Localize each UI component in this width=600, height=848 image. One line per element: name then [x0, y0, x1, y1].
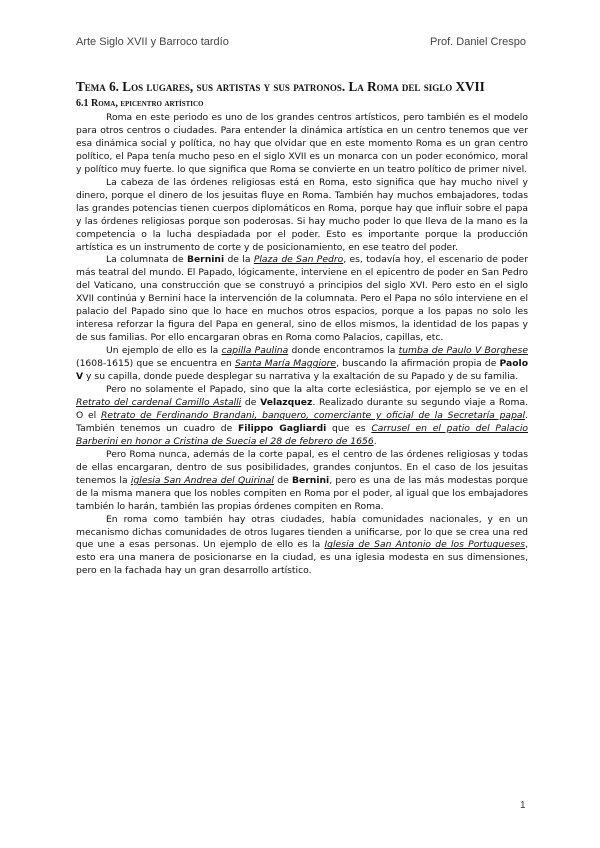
text: de la [224, 254, 254, 266]
text: Un ejemplo de ello es la [106, 345, 222, 357]
artwork-link[interactable]: Santa María Maggiore [234, 358, 337, 370]
chapter-title: Tema 6. Los lugares, sus artistas y sus patronos. La Roma del siglo XVII [76, 79, 485, 94]
text: En roma como también hay otras ciudades, había comunidades nacionales, y en un mecanismo dichas comunidades de otros lugares tienden a unificarse, por lo que se crea una red que une a esas personas. Un ejemplo de ello es la [76, 513, 528, 551]
artwork-link[interactable]: Retrato del cardenal Camillo Astalli [76, 396, 242, 408]
patron-name: Paolo V [76, 358, 529, 383]
text: de [241, 396, 261, 408]
paragraph-7 [76, 514, 528, 579]
text: de [273, 474, 293, 486]
artist-name: Bernini [186, 254, 225, 266]
artwork-link[interactable]: Retrato de Ferdinando Brandani, banquero, comerciante y oficial de la Secretaría papal [101, 409, 526, 421]
text: donde encontramos la [288, 345, 399, 357]
body-text [76, 112, 528, 578]
page-header [76, 36, 526, 48]
text: , pero es una de las más modestas porque de la misma manera que los nobles compiten en Roma por el poder, al igual que los embajadores también lo harán, también las propias órdenes compiten en Roma. [76, 474, 528, 512]
text: (1608-1615) que se encuentra en [76, 358, 235, 370]
text: Pero Roma nunca, además de la corte papal, es el centro de las órdenes religiosas y todas de ellas encargaran, dentro de sus posibilidades, grandes conjuntos. En el caso de los jesuitas tenemos la [76, 448, 528, 486]
artwork-link[interactable]: Iglesia de San Antonio de los Portugueses [324, 539, 526, 551]
artwork-link[interactable]: Carrusel en el patio del Palacio Barberini en honor a Cristina de Suecia el 28 de febrero de 1656 [76, 422, 528, 447]
artwork-link[interactable]: Plaza de San Pedro [253, 254, 344, 266]
artist-name: Bernini [292, 474, 330, 486]
text: que es [326, 422, 372, 434]
text: . También tenemos un cuadro de [76, 409, 528, 434]
paragraph-4 [76, 345, 528, 384]
artwork-link[interactable]: tumba de Paulo V Borghese [398, 345, 528, 357]
artist-name: Filippo Gagliardi [238, 422, 327, 434]
page-number: 1 [520, 800, 526, 811]
artwork-link[interactable]: capilla Paulina [221, 345, 289, 357]
text: Pero no solamente el Papado, sino que la alta corte eclesiástica, por ejemplo se ve en el [106, 384, 528, 396]
text: , buscando la afirmación propia de [336, 358, 500, 370]
text: , es, todavía hoy, el escenario de poder más teatral del mundo. El Papado, lógicamente, interviene en el epicentro de poder en San Pedro del Vaticano, una construcción que se construyó a principios del siglo XVI. Pero esto en el siglo XVII continúa y Bernini hace la intervención de la columnata. Pero el Papa no sólo interviene en el palacio del Papado sino que lo hace en muchos otros espacios, porque a los papas no solo les interesa reforzar la figura del Papa en general, sino de ellos mismos, la identidad de los papas y de sus familias. Por ello encargaran obras en Roma como Palacios, capillas, etc. [76, 254, 528, 344]
header-professor: Prof. Daniel Crespo [430, 36, 526, 48]
text: . [373, 435, 377, 447]
paragraph-3 [76, 254, 528, 345]
text: , esto era una manera de posicionarse en la ciudad, es una iglesia modesta en sus dimensiones, pero en la fachada hay un gran desarrollo artístico. [76, 539, 528, 577]
text: . Realizado durante su segundo viaje a Roma. O el [76, 396, 528, 421]
section-heading: 6.1 Roma, epicentro artístico [76, 98, 204, 109]
paragraph-6 [76, 449, 528, 514]
text: La columnata de [106, 254, 187, 266]
paragraph-1: Roma en este periodo es uno de los grandes centros artísticos, pero también es el modelo para otros centros o ciudades. Para entender la dinámica artística en un centro tenemos que ver esa dinámica social y política, no hay que olvidar que en este momento Roma es un gran centro político, el Papa tenía mucho peso en el siglo XVII es un monarca con un poder económico, moral y político muy fuerte. lo que significa que Roma se convierte en un teatro político de primer nivel. [76, 112, 528, 175]
header-course-title: Arte Siglo XVII y Barroco tardío [76, 36, 229, 48]
artwork-link[interactable]: iglesia San Andrea del Quirinal [130, 474, 274, 486]
paragraph-5 [76, 384, 528, 449]
artist-name: Velazquez [260, 396, 313, 408]
text: y su capilla, donde puede desplegar su narrativa y la exaltación de su Papado y de su familia. [83, 371, 519, 383]
paragraph-2: La cabeza de las órdenes religiosas está en Roma, esto significa que hay mucho nivel y dinero, porque el dinero de los jesuitas fluye en Roma. También hay muchos embajadores, todas las grandes potencias tienen cuerpos diplomáticos en Roma, porque hay que influir sobre el papa y las órdenes religiosas porque son poderosas. Si hay mucho poder lo que lleva de la mano es la competencia o la lucha despiadada por el poder. Esto es importante porque la producción artística es un instrumento de corte y de posicionamiento, en ese teatro del poder. [76, 176, 528, 253]
